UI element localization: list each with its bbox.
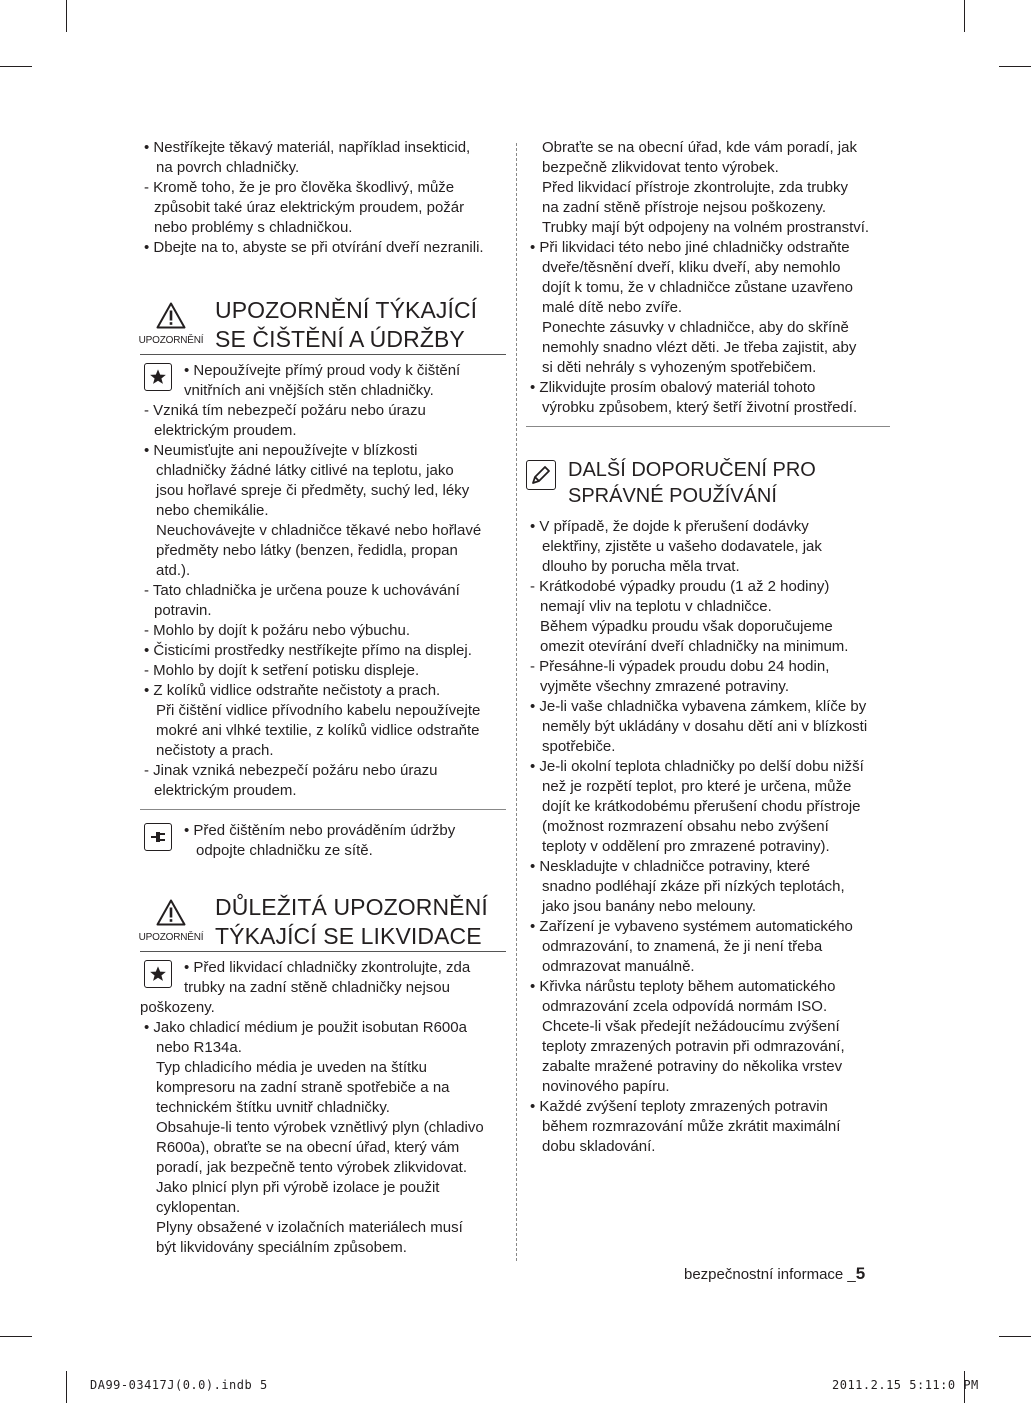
footer-section: bezpečnostní informace _ [684, 1266, 856, 1283]
text-line: způsobit také úraz elektrickým proudem, požár [154, 199, 465, 216]
crop-mark [999, 1336, 1031, 1337]
list-item [526, 318, 890, 378]
list-item [140, 1018, 506, 1058]
text-line: • Nepoužívejte přímý proud vody k čištění [184, 362, 461, 379]
text-line: • Čisticími prostředky nestříkejte přímo na displej. [144, 642, 472, 659]
text-line: omezit otevírání dveří chladničky na minimum. [540, 638, 849, 655]
text-line: • Jako chladicí médium je použit isobutan R600a [144, 1019, 467, 1036]
text-line: • Každé zvýšení teploty zmrazených potravin [530, 1098, 828, 1115]
warning-label: UPOZORNĚNÍ [138, 335, 204, 346]
text-line: teploty zmrazených potravin při odmrazování, [542, 1038, 845, 1055]
text-line: než je rozpětí teplot, pro které je určena, může [542, 778, 852, 795]
text-line: Před likvidací přístroje zkontrolujte, zda trubky [542, 179, 848, 196]
usage-tips-heading [526, 457, 890, 517]
text-line: teploty v oddělení pro zmrazené potraviny). [542, 838, 830, 855]
list-item [140, 521, 506, 581]
text-line: - Mohlo by dojít k požáru nebo výbuchu. [144, 622, 410, 639]
text-line: nemají vliv na teplotu v chladničce. [540, 598, 772, 615]
text-line: elektřiny, zjistěte u vašeho dodavatele, jak [542, 538, 822, 555]
text-line: potravin. [154, 602, 212, 619]
text-line: Neuchovávejte v chladničce těkavé nebo hořlavé [156, 522, 482, 539]
important-note [140, 361, 506, 401]
text-line: atd.). [156, 562, 191, 579]
text-line: Plyny obsažené v izolačních materiálech musí [156, 1219, 463, 1236]
text-line: nemohly snadno vlézt děti. Je třeba zajistit, aby [542, 339, 857, 356]
text-line: • Neskladujte v chladničce potraviny, které [530, 858, 811, 875]
text-line: nebo chemikálie. [156, 502, 269, 519]
text-line: odmrazování, to znamená, že ji není třeba [542, 938, 823, 955]
text-line: výrobku způsobem, který šetří životní prostředí. [542, 399, 858, 416]
list-item [526, 577, 890, 657]
text-line: cyklopentan. [156, 1199, 241, 1216]
right-column [526, 138, 890, 1157]
important-note [140, 958, 506, 1018]
text-line: - Jinak vzniká nebezpečí požáru nebo úrazu [144, 762, 438, 779]
section-title [568, 457, 816, 509]
cleaning-list [140, 401, 506, 801]
text-line: během rozmrazování může zkrátit maximální [542, 1118, 841, 1135]
text-line: • Křivka nárůstu teploty během automatického [530, 978, 836, 995]
unplug-note [140, 821, 506, 861]
list-item [526, 517, 890, 577]
text-line: - Mohlo by dojít k setření potisku displeje. [144, 662, 420, 679]
left-column [140, 138, 506, 1258]
right-top-list [526, 138, 890, 418]
text-line: dojít k tomu, že v chladničce zůstane uzavřeno [542, 279, 854, 296]
text-line: spotřebiče. [542, 738, 616, 755]
warning-symbol [136, 302, 206, 347]
column-divider [516, 143, 517, 1261]
page-number: 5 [855, 1264, 866, 1283]
list-item [140, 581, 506, 621]
list-item [140, 681, 506, 701]
list-item [140, 701, 506, 761]
section-title [215, 893, 488, 951]
text-line: • Před čištěním nebo prováděním údržby [184, 822, 456, 839]
left-top-list [140, 138, 506, 258]
text-line: • Nestříkejte těkavý materiál, například insekticid, [144, 139, 471, 156]
text-line: si děti nehrály s vyhozeným spotřebičem. [542, 359, 817, 376]
crop-mark [0, 1336, 32, 1337]
usage-tips-list [526, 517, 890, 1157]
list-item [526, 1097, 890, 1157]
text-line: na zadní stěně přístroje nejsou poškozeny. [542, 199, 827, 216]
text-line: zabalte mražené potraviny do několika vrstev [542, 1058, 843, 1075]
list-item [140, 661, 506, 681]
unplug-icon [144, 823, 172, 851]
cleaning-warning-heading [140, 296, 506, 352]
text-line: předměty nebo látky (benzen, ředidla, propan [156, 542, 458, 559]
print-slug-file: DA99-03417J(0.0).indb 5 [90, 1378, 268, 1392]
text-line: - Přesáhne-li výpadek proudu dobu 24 hodin, [530, 658, 830, 675]
text-line: • Zlikvidujte prosím obalový materiál tohoto [530, 379, 816, 396]
text-line: chladničky žádné látky citlivé na teplotu, jako [156, 462, 454, 479]
title-line: SPRÁVNÉ POUŽÍVÁNÍ [568, 485, 777, 507]
list-item [140, 178, 506, 238]
text-line: jako jsou banány nebo melouny. [542, 898, 757, 915]
text-line: trubky na zadní stěně chladničky nejsou [184, 979, 450, 996]
text-line: Během výpadku proudu však doporučujeme [540, 618, 833, 635]
heading-rule [140, 951, 506, 952]
text-line: elektrickým proudem. [154, 422, 297, 439]
text-line: mokré ani vlhké textilie, z kolíků vidlice odstraňte [156, 722, 480, 739]
text-line: na povrch chladničky. [156, 159, 300, 176]
text-line: (možnost rozmrazení obsahu nebo zvýšení [542, 818, 829, 835]
warning-triangle-icon [156, 302, 186, 329]
text-line: vnitřních ani vnějších stěn chladničky. [184, 382, 434, 399]
text-line: R600a), obraťte se na obecní úřad, který vám [156, 1139, 460, 1156]
text-line: Ponechte zásuvky v chladničce, aby do skříně [542, 319, 849, 336]
text-line: • Při likvidaci této nebo jiné chladničky odstraňte [530, 239, 850, 256]
text-line: dobu skladování. [542, 1138, 656, 1155]
text-line: • Je-li vaše chladnička vybavena zámkem, klíče by [530, 698, 867, 715]
text-line: nebo R134a. [156, 1039, 242, 1056]
text-line: • Před likvidací chladničky zkontrolujte, zda [184, 959, 471, 976]
list-item [140, 641, 506, 661]
warning-symbol [136, 899, 206, 944]
text-line: odpojte chladničku ze sítě. [196, 842, 373, 859]
text-line: • Dbejte na to, abyste se při otvírání dveří nezranili. [144, 239, 484, 256]
text-line: - Krátkodobé výpadky proudu (1 až 2 hodiny) [530, 578, 830, 595]
list-item [526, 657, 890, 697]
list-item [526, 757, 890, 857]
text-line: • Z kolíků vidlice odstraňte nečistoty a prach. [144, 682, 441, 699]
list-item [526, 378, 890, 418]
crop-mark [999, 66, 1031, 67]
note-pencil-icon [526, 460, 556, 490]
list-item [526, 138, 890, 238]
text-line: • Zařízení je vybaveno systémem automatického [530, 918, 853, 935]
text-line: Při čištění vidlice přívodního kabelu nepoužívejte [156, 702, 481, 719]
list-item [526, 697, 890, 757]
text-line: novinového papíru. [542, 1078, 670, 1095]
text-line: kompresoru na zadní straně spotřebiče a na [156, 1079, 450, 1096]
text-line: Obsahuje-li tento výrobek vznětlivý plyn (chladivo [156, 1119, 484, 1136]
warning-label: UPOZORNĚNÍ [138, 932, 204, 943]
rule [526, 426, 890, 427]
text-line: Typ chladicího média je uveden na štítku [156, 1059, 427, 1076]
text-line: Trubky mají být odpojeny na volném prostranství. [542, 219, 870, 236]
list-item [140, 401, 506, 441]
title-line: SE ČIŠTĚNÍ A ÚDRŽBY [215, 326, 465, 352]
rule [140, 809, 506, 810]
text-line: být likvidovány speciálním způsobem. [156, 1239, 407, 1256]
text-line: dlouho by porucha měla trvat. [542, 558, 740, 575]
page-footer [684, 1264, 865, 1284]
list-item [526, 857, 890, 917]
text-line: • Je-li okolní teplota chladničky po delší dobu nižší [530, 758, 864, 775]
star-note-icon [144, 960, 172, 988]
list-item [526, 917, 890, 977]
text-line: Jako plnicí plyn při výrobě izolace je použit [156, 1179, 440, 1196]
text-line: • Neumisťujte ani nepoužívejte v blízkosti [144, 442, 418, 459]
list-item [140, 441, 506, 521]
text-line: odmrazování zcela odpovídá normám ISO. [542, 998, 828, 1015]
text-line: elektrickým proudem. [154, 782, 297, 799]
text-line: • V případě, že dojde k přerušení dodávky [530, 518, 809, 535]
text-line: odmrazovat manuálně. [542, 958, 695, 975]
print-slug-datetime: 2011.2.15 5:11:0 PM [832, 1378, 979, 1392]
text-line: - Kromě toho, že je pro člověka škodlivý, může [144, 179, 455, 196]
text-line: technickém štítku uvnitř chladničky. [156, 1099, 390, 1116]
list-item [140, 238, 506, 258]
text-line: bezpečně zlikvidovat tento výrobek. [542, 159, 779, 176]
text-line: snadno podléhají zkáze při nízkých teplotách, [542, 878, 845, 895]
text-line: jsou hořlavé spreje či předměty, suchý led, léky [156, 482, 470, 499]
text-line: dojít ke krátkodobému přerušení chodu přístroje [542, 798, 861, 815]
crop-mark [66, 1371, 67, 1403]
warning-triangle-icon [156, 899, 186, 926]
title-line: TÝKAJÍCÍ SE LIKVIDACE [215, 923, 482, 949]
section-title [215, 296, 477, 354]
star-note-icon [144, 363, 172, 391]
heading-rule [140, 354, 506, 355]
title-line: DALŠÍ DOPORUČENÍ PRO [568, 459, 816, 481]
title-line: DŮLEŽITÁ UPOZORNĚNÍ [215, 894, 488, 920]
crop-mark [66, 0, 67, 32]
list-item [140, 138, 506, 178]
crop-mark [0, 66, 32, 67]
crop-mark [964, 0, 965, 32]
list-item [526, 238, 890, 318]
disposal-list [140, 1018, 506, 1258]
text-line: nebo problémy s chladničkou. [154, 219, 353, 236]
text-line: - Vzniká tím nebezpečí požáru nebo úrazu [144, 402, 426, 419]
text-line: nečistoty a prach. [156, 742, 274, 759]
text-line: - Tato chladnička je určena pouze k uchovávání [144, 582, 460, 599]
text-line: dveře/těsnění dveří, kliku dveří, aby nemohlo [542, 259, 841, 276]
disposal-warning-heading [140, 893, 506, 949]
text-line: neměly být ukládány v dosahu dětí ani v blízkosti [542, 718, 868, 735]
list-item [140, 621, 506, 641]
text-line: malé dítě nebo zvíře. [542, 299, 683, 316]
title-line: UPOZORNĚNÍ TÝKAJÍCÍ [215, 297, 478, 323]
text-line: Obraťte se na obecní úřad, kde vám poradí, jak [542, 139, 857, 156]
list-item [140, 761, 506, 801]
list-item [140, 1058, 506, 1258]
text-line: poškozeny. [140, 999, 215, 1016]
text-line: poradí, jak bezpečně tento výrobek zlikvidovat. [156, 1159, 468, 1176]
list-item [526, 977, 890, 1097]
text-line: Chcete-li však předejít nežádoucímu zvýšení [542, 1018, 840, 1035]
text-line: vyjměte všechny zmrazené potraviny. [540, 678, 789, 695]
